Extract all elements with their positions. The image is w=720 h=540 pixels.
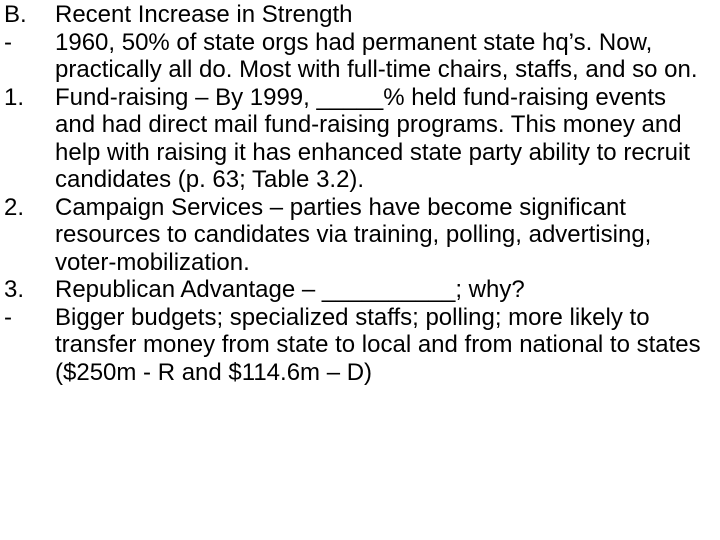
numbered-item-fund-raising — [4, 84, 704, 194]
item-marker: 2. — [4, 193, 25, 221]
bullet-item-bigger-budgets — [4, 304, 704, 387]
item-marker: - — [4, 303, 12, 331]
item-text: Campaign Services – parties have become significant resources to candidates via training, polling, advertising, voter-mobilization. — [55, 193, 652, 276]
item-text: Recent Increase in Strength — [55, 1, 353, 28]
numbered-item-campaign-services — [4, 194, 704, 277]
item-text: Bigger budgets; specialized staffs; polling; more likely to transfer money from state to local and from national to states ($250m - R and $114.6m – D) — [55, 303, 701, 386]
item-marker: 3. — [4, 276, 25, 303]
item-text: 1960, 50% of state orgs had permanent state hq’s. Now, practically all do. Most with full-time chairs, staffs, and so on. — [55, 28, 698, 83]
item-text: Republican Advantage – __________; why? — [55, 276, 525, 303]
item-marker: 1. — [4, 83, 25, 111]
numbered-item-republican-advantage — [4, 276, 704, 304]
item-text: Fund-raising – By 1999, _____% held fund-raising events and had direct mail fund-raising programs. This money and help with raising it has enhanced state party ability to recruit candidates (p. 63; Table 3.2). — [55, 83, 691, 193]
heading-item-b — [4, 1, 704, 29]
item-marker: B. — [4, 1, 27, 28]
item-marker: - — [4, 28, 12, 56]
bullet-item-state-hq — [4, 29, 704, 84]
